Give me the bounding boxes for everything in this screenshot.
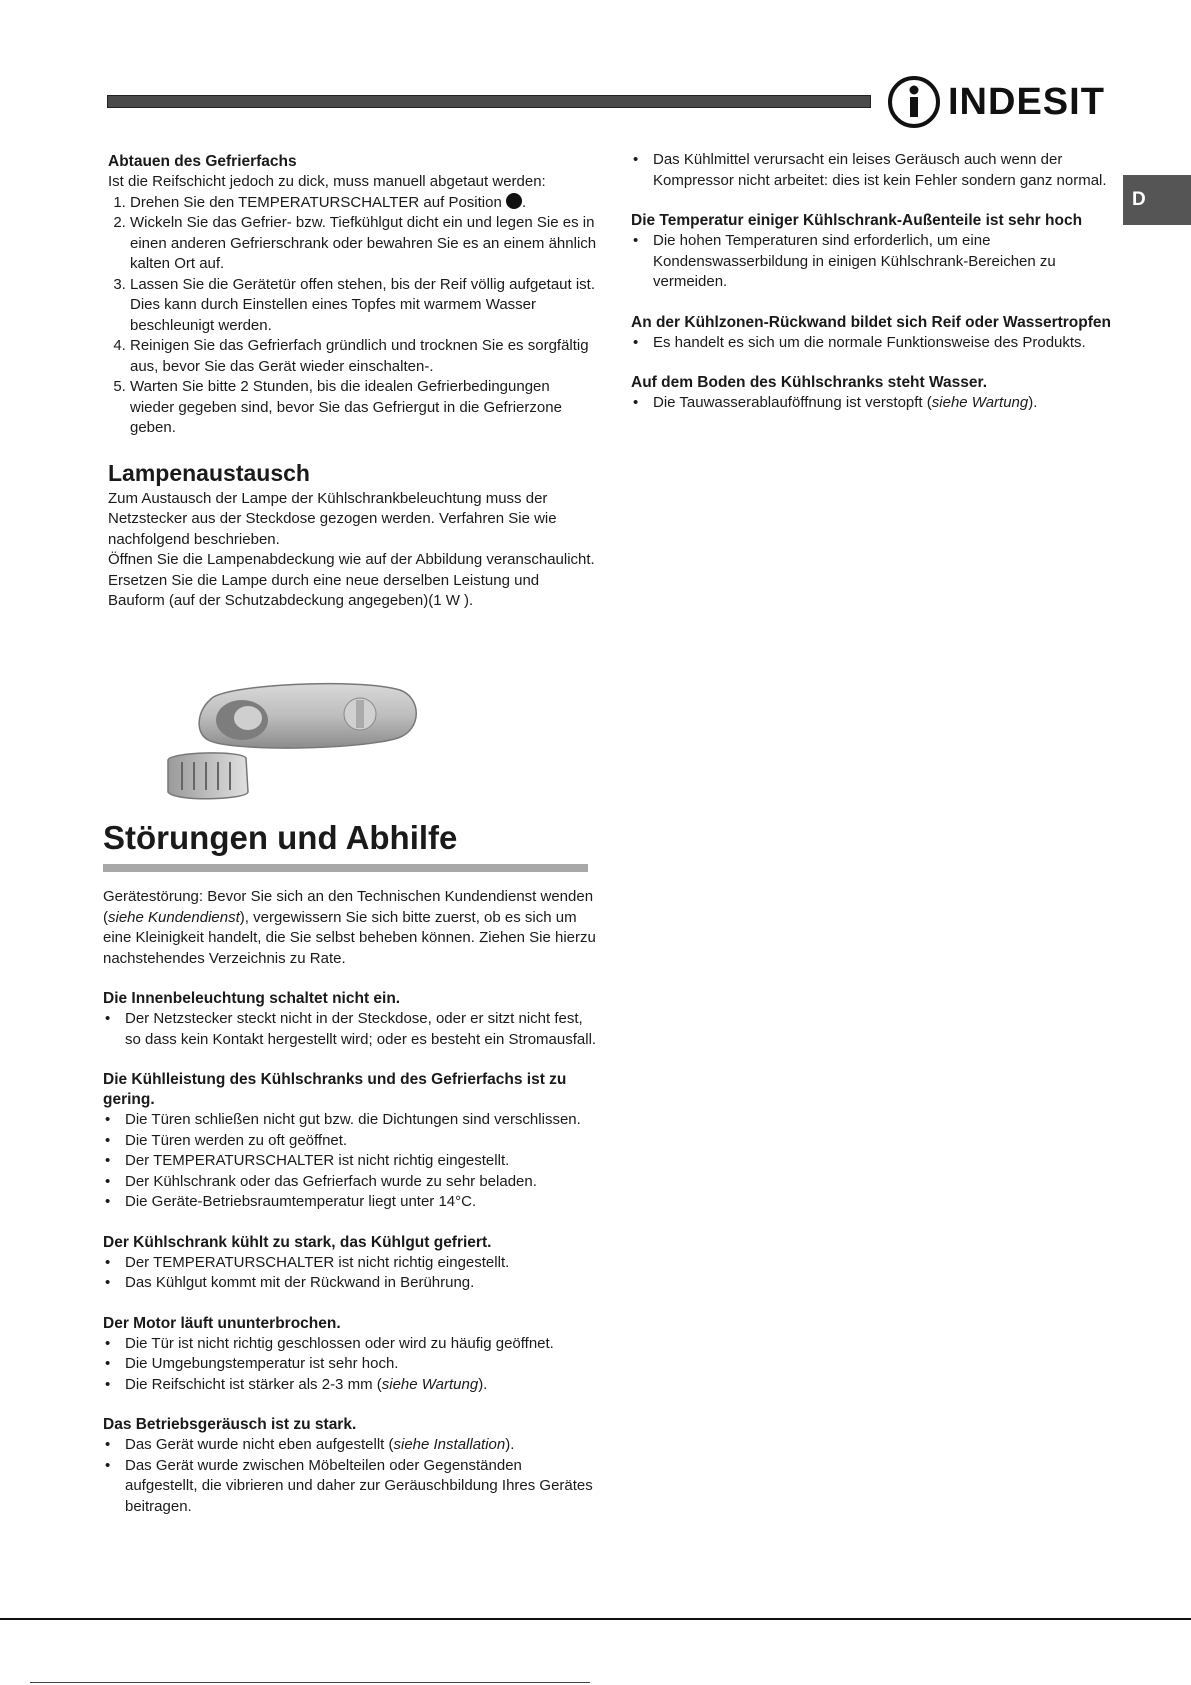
issue-list [103,1110,598,1213]
list-item: • Die Tauwasserablauföffnung ist verstopft (siehe Wartung). [653,393,1111,414]
list-item: • Das Kühlmittel verursacht ein leises Geräusch auch wenn der Kompressor nicht arbeitet: dies ist kein Fehler sondern ganz normal. [653,150,1111,191]
footer-rule [0,1618,1191,1620]
issue-list [103,1009,598,1050]
list-item: 5. Warten Sie bitte 2 Stunden, bis die idealen Gefrierbedingungen wieder gegeben sind, bevor Sie das Gefriergut in die Gefrierzone geben. [130,377,598,439]
issue-list [103,1253,598,1294]
title-underline [103,864,588,872]
list-item: • Der TEMPERATURSCHALTER ist nicht richtig eingestellt. [125,1253,598,1274]
list-item: • Der Netzstecker steckt nicht in der Steckdose, oder er sitzt nicht fest, so dass kein Kontakt hergestellt wird; oder es besteht ein Stromausfall. [125,1009,598,1050]
issue-heading: Die Kühlleistung des Kühlschranks und des Gefrierfachs ist zu gering. [103,1071,567,1108]
list-item: • Die Umgebungstemperatur ist sehr hoch. [125,1354,598,1375]
list-item: 3. Lassen Sie die Gerätetür offen stehen, bis der Reif völlig aufgetaut ist. Dies kann durch Einstellen eines Topfes mit warmem Wasser beschleunigt werden. [130,275,598,337]
list-item: • Die Türen werden zu oft geöffnet. [125,1131,598,1152]
list-item: • Es handelt es sich um die normale Funktionsweise des Produkts. [653,333,1111,354]
stoerungen-title-block [103,818,588,872]
list-item: • Die hohen Temperaturen sind erforderlich, um eine Kondenswasserbildung in einigen Kühlschrank-Bereichen zu vermeiden. [653,231,1111,293]
section-heading-abtauen: Abtauen des Gefrierfachs [108,153,297,170]
issue-heading: Auf dem Boden des Kühlschranks steht Wasser. [631,374,988,391]
list-item: 4. Reinigen Sie das Gefrierfach gründlich und trocknen Sie es sorgfältig aus, bevor Sie das Gerät wieder einschalten-. [130,336,598,377]
issue-list [631,150,1111,191]
list-item: • Die Reifschicht ist stärker als 2-3 mm (siehe Wartung). [125,1375,598,1396]
brand-name: INDESIT [948,81,1105,123]
issue-heading: Das Betriebsgeräusch ist zu stark. [103,1416,357,1433]
list-item: • Das Gerät wurde nicht eben aufgestellt (siehe Installation). [125,1435,598,1456]
issue-list [631,393,1111,414]
abtauen-steps [108,193,598,439]
issue-list [631,333,1111,354]
footer-rule-secondary [30,1682,590,1683]
issue-list [631,231,1111,293]
lampe-paragraph-2: Öffnen Sie die Lampenabdeckung wie auf der Abbildung veranschaulicht. Ersetzen Sie die Lampe durch eine neue derselben Leistung und Bauform (auf der Schutzabdeckung angegeben)(1 W ). [108,551,595,609]
lamp-cover-illustration [160,680,420,806]
issue-heading: Der Motor läuft ununterbrochen. [103,1314,341,1332]
issue-heading: Die Temperatur einiger Kühlschrank-Außenteile ist sehr hoch [631,212,1083,229]
lampe-paragraph-1: Zum Austausch der Lampe der Kühlschrankbeleuchtung muss der Netzstecker aus der Steckdose gezogen werden. Verfahren Sie wie nachfolgend beschrieben. [108,489,557,548]
list-item: 1. Drehen Sie den TEMPERATURSCHALTER auf Position . [130,193,598,214]
list-item: • Die Geräte-Betriebsraumtemperatur liegt unter 14°C. [125,1192,598,1213]
position-dot-icon [506,193,522,209]
right-column [631,150,1111,414]
issue-list [103,1435,598,1517]
issue-heading: Der Kühlschrank kühlt zu stark, das Kühlgut gefriert. [103,1233,492,1251]
section-heading-lampe: Lampenaustausch [108,459,310,486]
indesit-logo-icon [886,74,942,130]
left-column-top [108,152,598,612]
page-title: Störungen und Abhilfe [103,819,458,856]
stoerungen-intro: Gerätestörung: Bevor Sie sich an den Technischen Kundendienst wenden (siehe Kundendienst), vergewissern Sie sich bitte zuerst, ob es sich um eine Kleinigkeit handelt, die Sie selbst beheben können. Ziehen Sie hierzu nachstehendes Verzeichnis zu Rate. [103,888,596,967]
list-item: • Die Tür ist nicht richtig geschlossen oder wird zu häufig geöffnet. [125,1334,598,1355]
list-item: • Das Kühlgut kommt mit der Rückwand in Berührung. [125,1273,598,1294]
list-item: 2. Wickeln Sie das Gefrier- bzw. Tiefkühlgut dicht ein und legen Sie es in einen anderen Gefrierschrank oder bewahren Sie es an einem ähnlich kalten Ort auf. [130,213,598,275]
header-rule [107,95,871,108]
list-item: • Das Gerät wurde zwischen Möbelteilen oder Gegenständen aufgestellt, die vibrieren und daher zur Geräuschbildung Ihres Gerätes beitragen. [125,1456,598,1518]
left-column-bottom [103,887,598,1517]
list-item: • Der Kühlschrank oder das Gefrierfach wurde zu sehr beladen. [125,1172,598,1193]
issue-list [103,1334,598,1396]
brand-logo [886,74,1105,130]
language-tab: D [1123,175,1191,225]
abtauen-intro: Ist die Reifschicht jedoch zu dick, muss manuell abgetaut werden: [108,173,546,190]
list-item: • Der TEMPERATURSCHALTER ist nicht richtig eingestellt. [125,1151,598,1172]
issue-heading: Die Innenbeleuchtung schaltet nicht ein. [103,990,401,1007]
list-item: • Die Türen schließen nicht gut bzw. die Dichtungen sind verschlissen. [125,1110,598,1131]
issue-heading: An der Kühlzonen-Rückwand bildet sich Reif oder Wassertropfen [631,313,1111,331]
